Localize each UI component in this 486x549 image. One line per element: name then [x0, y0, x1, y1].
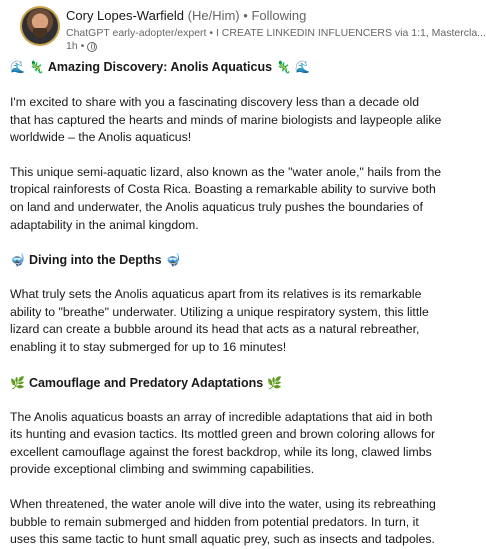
- author-headline: ChatGPT early-adopter/expert • I CREATE LINKEDIN INFLUENCERS via 1:1, Mastercla...: [66, 27, 486, 39]
- avatar-beard: [33, 28, 47, 38]
- wave-icon: 🌊: [294, 60, 310, 74]
- author-pronouns: (He/Him): [187, 8, 240, 23]
- section-heading-camouflage: [10, 374, 442, 392]
- section-heading-diving: [10, 251, 442, 269]
- section-heading-text: Camouflage and Predatory Adaptations: [28, 375, 264, 390]
- globe-icon: [87, 42, 97, 52]
- avatar[interactable]: [20, 6, 60, 46]
- intro-paragraph: I'm excited to share with you a fascinating discovery less than a decade old that has captured the hearts and minds of marine biologists and laypeople alike worldwide – the Anolis aquaticus!: [10, 95, 442, 145]
- lizard-icon: 🦎: [28, 60, 44, 74]
- diver-icon: 🤿: [10, 253, 25, 268]
- diver-icon: 🤿: [165, 253, 181, 268]
- post-body: [10, 58, 442, 549]
- lizard-icon: 🦎: [276, 60, 291, 74]
- camouflage-paragraph: The Anolis aquaticus boasts an array of incredible adaptations that aid in both its hunting and evasion tactics. Its mottled green and brown coloring allows for excellent camouflage against the forest backdrop, while its long, clawed limbs provide exceptional climbing and swimming capabilities.: [10, 409, 436, 477]
- wave-icon: 🌊: [10, 60, 25, 74]
- section-heading-text: Diving into the Depths: [28, 253, 162, 268]
- description-paragraph: This unique semi-aquatic lizard, also known as the "water anole," hails from the tropical rainforests of Costa Rica. Boasting a remarkable ability to survive both on land and underwater, the Anolis aquaticus truly pushes the boundaries of adaptability in the animal kingdom.: [10, 164, 442, 232]
- connection-status: Following: [251, 8, 307, 23]
- post-time-line: [66, 40, 433, 53]
- threat-paragraph: When threatened, the water anole will dive into the water, using its rebreathing bubble to remain submerged and hidden from potential predators. In turn, it uses this same tactic to hunt small aquatic prey, such as insects and tadpoles.: [10, 496, 436, 547]
- author-name-line: [66, 8, 433, 24]
- leaf-icon: 🌿: [267, 375, 283, 390]
- post-time: 1h •: [66, 40, 85, 52]
- post-title: [10, 58, 442, 76]
- avatar-photo: [22, 8, 58, 44]
- separator-dot: •: [243, 8, 248, 23]
- author-name[interactable]: Cory Lopes-Warfield: [66, 8, 185, 23]
- post-header: [10, 0, 486, 56]
- leaf-icon: 🌿: [10, 375, 25, 390]
- diving-paragraph: What truly sets the Anolis aquaticus apart from its relatives is its remarkable ability to "breathe" underwater. Utilizing a unique respiratory system, this little lizard can create a bubble around its head that acts as a natural rebreather, enabling it to stay submerged for up to 16 minutes!: [10, 287, 429, 354]
- author-meta: [66, 8, 486, 53]
- post-title-text: Amazing Discovery: Anolis Aquaticus: [47, 60, 273, 74]
